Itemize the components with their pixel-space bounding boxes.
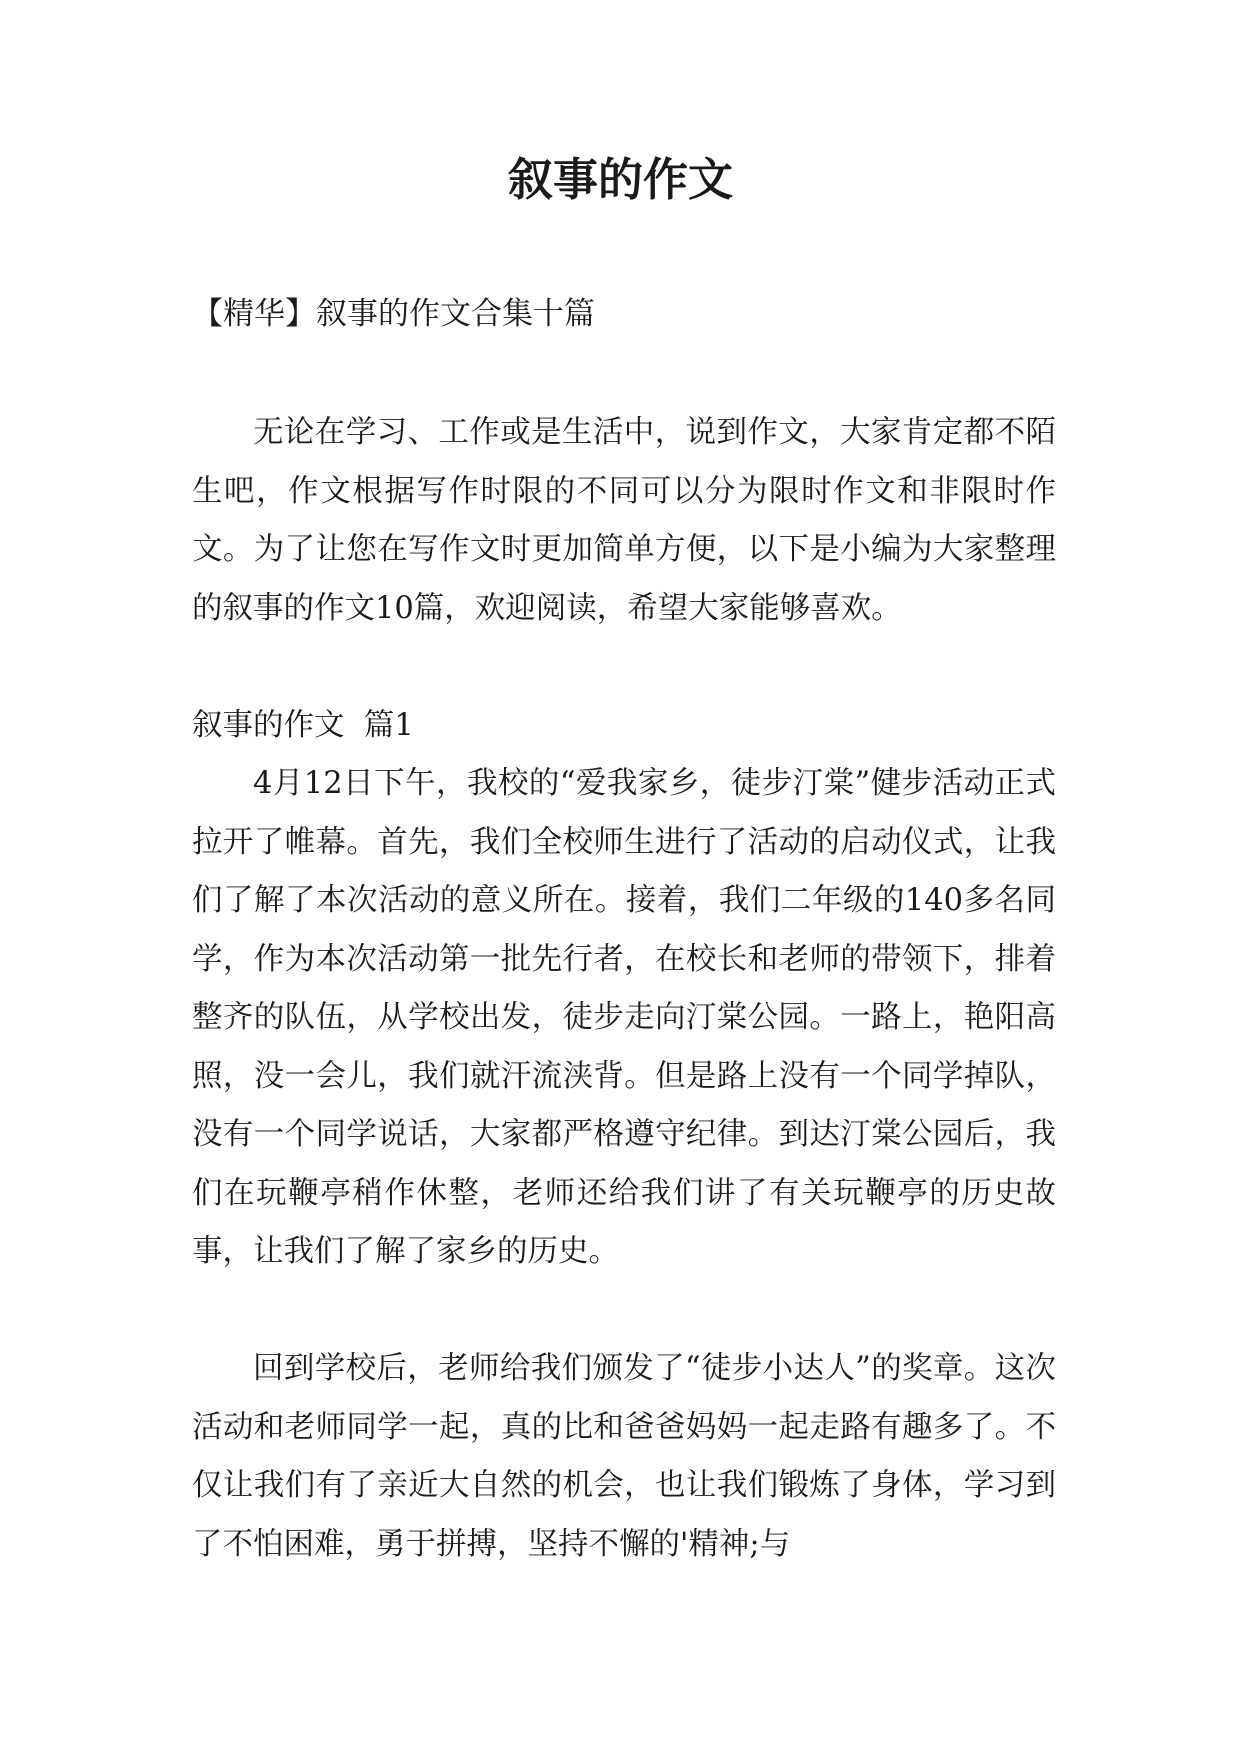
section-heading: 叙事的作文 篇1 [192, 708, 414, 743]
section-heading-block [192, 697, 1056, 756]
paragraph-block-1 [192, 755, 1056, 1282]
paragraph-block-2 [192, 1340, 1056, 1574]
body-paragraph: 4月12日下午，我校的“爱我家乡，徒步汀棠”健步活动正式拉开了帷幕。首先，我们全校师生进行了活动的启动仪式，让我们了解了本次活动的意义所在。接着，我们二年级的140多名同学，作为本次活动第一批先行者，在校长和老师的带领下，排着整齐的队伍，从学校出发，徒步走向汀棠公园。一路上，艳阳高照，没一会儿，我们就汗流浃背。但是路上没有一个同学掉队，没有一个同学说话，大家都严格遵守纪律。到达汀棠公园后，我们在玩鞭亭稍作休整，老师还给我们讲了有关玩鞭亭的历史故事，让我们了解了家乡的历史。 [192, 766, 1056, 1269]
intro-paragraph: 无论在学习、工作或是生活中，说到作文，大家肯定都不陌生吧，作文根据写作时限的不同可以分为限时作文和非限时作文。为了让您在写作文时更加简单方便，以下是小编为大家整理的叙事的作文10篇，欢迎阅读，希望大家能够喜欢。 [192, 415, 1056, 626]
intro-block [192, 404, 1056, 638]
document-title: 叙事的作文 [507, 153, 733, 206]
document-subtitle: 【精华】叙事的作文合集十篇 [192, 296, 595, 332]
body-paragraph: 回到学校后，老师给我们颁发了“徒步小达人”的奖章。这次活动和老师同学一起，真的比和爸爸妈妈一起走路有趣多了。不仅让我们有了亲近大自然的机会，也让我们锻炼了身体，学习到了不怕困难，勇于拼搏，坚持不懈的'精神;与 [192, 1351, 1056, 1562]
